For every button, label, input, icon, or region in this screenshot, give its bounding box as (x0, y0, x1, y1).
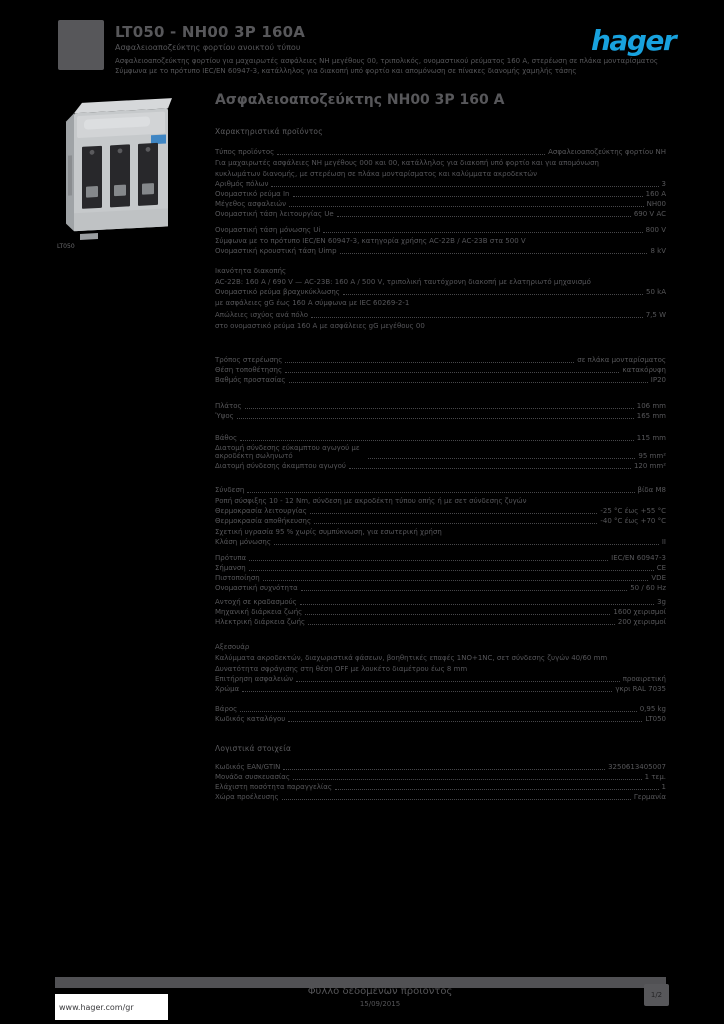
spec-value: 800 V (645, 226, 666, 234)
spec-label: Βάρος (215, 705, 238, 713)
spec-row (215, 267, 666, 275)
spec-value: VDE (651, 574, 666, 582)
dotted-leader (301, 589, 627, 591)
dotted-leader (349, 467, 631, 469)
spec-label: Ηλεκτρική διάρκεια ζωής (215, 618, 306, 626)
dotted-leader (289, 381, 648, 383)
dotted-leader (237, 417, 634, 419)
spec-value: 0,95 kg (639, 705, 666, 713)
spec-value: 165 mm (636, 412, 666, 420)
spec-row (215, 496, 666, 505)
spec-label: Ελάχιστη ποσότητα παραγγελίας (215, 783, 333, 791)
spec-label: Ικανότητα διακοπής (215, 267, 287, 275)
dotted-leader (314, 522, 597, 524)
spec-row (215, 288, 666, 296)
dotted-leader (285, 371, 619, 373)
spec-label: Μέγεθος ασφαλειών (215, 200, 286, 208)
spec-row (215, 444, 666, 460)
spec-row (215, 584, 666, 592)
header-mark (58, 20, 104, 70)
dotted-leader (249, 559, 608, 561)
spec-label: Λογιστικά στοιχεία (215, 744, 292, 753)
spec-row (215, 486, 666, 494)
spec-wrap-text: Καλύμματα ακροδεκτών, διαχωριστικά φάσεων, βοηθητικές επαφές 1NO+1NC, σετ σύνδεσης ζυγών 40/60 mm (215, 654, 608, 662)
spec-value: -40 °C έως +70 °C (600, 517, 666, 525)
spec-value: 7,5 W (645, 311, 666, 319)
spec-label: Θερμοκρασία αποθήκευσης (215, 517, 312, 525)
spec-value: LT050 (645, 715, 666, 723)
footer-date: 15/09/2015 (359, 1000, 401, 1008)
spec-label: Τρόπος στερέωσης (215, 356, 283, 364)
product-photo-caption: LT050 (57, 243, 75, 250)
spec-value: 160 A (645, 190, 666, 198)
product-photo (60, 90, 178, 240)
spec-value: 50 / 60 Hz (630, 584, 666, 592)
spec-row (215, 715, 666, 723)
spec-row (215, 148, 666, 156)
dotted-leader (288, 720, 642, 722)
spec-row (215, 618, 666, 626)
spec-label: Χαρακτηριστικά προϊόντος (215, 127, 323, 136)
spec-label: Αξεσουάρ (215, 643, 250, 651)
hager-logo: hager (591, 24, 676, 57)
page-title: Ασφαλειοαποζεύκτης NH00 3P 160 A (215, 92, 505, 108)
spec-value: 1 (661, 783, 666, 791)
spec-row (215, 277, 666, 286)
spec-label: Ύψος (215, 412, 234, 420)
spec-row (215, 793, 666, 801)
spec-label: Επιτήρηση ασφαλειών (215, 675, 293, 683)
spec-label: Χρώμα (215, 685, 240, 693)
spec-value: 50 kA (646, 288, 666, 296)
spec-row (215, 564, 666, 572)
spec-row (215, 210, 666, 218)
dotted-leader (323, 231, 642, 233)
dotted-leader (311, 316, 643, 318)
spec-row (215, 643, 666, 651)
spec-label: Χώρα προέλευσης (215, 793, 279, 801)
spec-row (215, 773, 666, 781)
spec-label: Πλάτος (215, 402, 242, 410)
spec-label: Αριθμός πόλων (215, 180, 269, 188)
spec-label: Βαθμός προστασίας (215, 376, 286, 384)
spec-row (215, 574, 666, 582)
spec-label: Βάθος (215, 434, 238, 442)
spec-label: Απώλειες ισχύος ανά πόλο (215, 311, 309, 319)
dotted-leader (282, 798, 631, 800)
dotted-leader (285, 361, 574, 363)
spec-wrap-text: AC-22B: 160 A / 690 V — AC-23B: 160 A / 500 V, τριπολική ταυτόχρονη διακοπή με ελατηριωτό μηχανισμό (215, 278, 591, 286)
dotted-leader (293, 778, 642, 780)
spec-row (215, 705, 666, 713)
spec-value: σε πλάκα μονταρίσματος (577, 356, 666, 364)
spec-value: 120 mm² (633, 462, 666, 470)
spec-row (215, 434, 666, 442)
spec-row (215, 190, 666, 198)
spec-label: Θέση τοποθέτησης (215, 366, 283, 374)
spec-wrap-text: Δυνατότητα σφράγισης στη θέση OFF με λουκέτο διαμέτρου έως 8 mm (215, 665, 468, 673)
spec-row (215, 675, 666, 683)
dotted-leader (296, 680, 620, 682)
spec-value: 690 V AC (633, 210, 666, 218)
spec-row (215, 685, 666, 693)
dotted-leader (335, 788, 659, 790)
spec-value: -25 °C έως +55 °C (600, 507, 666, 515)
spec-row (215, 608, 666, 616)
header-product-name: Ασφαλειοαποζεύκτης φορτίου ανοικτού τύπου (115, 43, 301, 52)
spec-row (215, 236, 666, 245)
dotted-leader (242, 690, 612, 692)
spec-row (215, 128, 666, 136)
spec-row (215, 158, 666, 167)
spec-value: 1 τεμ. (644, 773, 666, 781)
spec-label: Ονομαστικό ρεύμα βραχυκύκλωσης (215, 288, 340, 296)
spec-row (215, 653, 666, 662)
spec-value: γκρι RAL 7035 (615, 685, 666, 693)
spec-row (215, 554, 666, 562)
spec-row (215, 598, 666, 606)
spec-label: Θερμοκρασία λειτουργίας (215, 507, 307, 515)
spec-value: 115 mm (636, 434, 666, 442)
dotted-leader (308, 623, 615, 625)
spec-row (215, 180, 666, 188)
spec-row (215, 664, 666, 673)
spec-label: Πιστοποίηση (215, 574, 260, 582)
spec-row (215, 462, 666, 470)
fuse-switch-illustration (60, 90, 178, 240)
spec-label: Ονομαστικό ρεύμα In (215, 190, 290, 198)
spec-wrap-text: με ασφάλειες gG έως 160 A σύμφωνα με IEC 60269-2-1 (215, 299, 410, 307)
spec-value: 200 χειρισμοί (617, 618, 666, 626)
spec-value: CE (656, 564, 666, 572)
dotted-leader (274, 543, 659, 545)
spec-row (215, 763, 666, 771)
spec-value: βίδα M8 (637, 486, 666, 494)
spec-value: Ασφαλειοαποζεύκτης φορτίου NH (548, 148, 666, 156)
spec-label: Ονομαστική κρουστική τάση Uimp (215, 247, 337, 255)
spec-row (215, 745, 666, 753)
spec-label: Ονομαστική τάση λειτουργίας Ue (215, 210, 334, 218)
header-product-reference: LT050 - NH00 3P 160A (115, 23, 306, 41)
dotted-leader (263, 579, 649, 581)
spec-row (215, 321, 666, 330)
page-number-badge: 1/2 (644, 984, 669, 1006)
spec-value: 1600 χειρισμοί (613, 608, 666, 616)
spec-row (215, 527, 666, 536)
spec-row (215, 402, 666, 410)
spec-label: Πρότυπα (215, 554, 247, 562)
spec-row (215, 507, 666, 515)
footer-doc-type: Φύλλο δεδομένων προϊόντος (307, 986, 453, 997)
dotted-leader (277, 153, 545, 155)
spec-wrap-text: Ροπή σύσφιξης 10 - 12 Nm, σύνδεση με ακροδέκτη τύπου οπής ή με σετ σύνδεσης ζυγών (215, 497, 527, 505)
spec-row (215, 311, 666, 319)
spec-value: II (661, 538, 666, 546)
spec-row (215, 517, 666, 525)
dotted-leader (289, 205, 644, 207)
dotted-leader (247, 491, 634, 493)
spec-wrap-text: στο ονομαστικό ρεύμα 160 A με ασφάλειες gG μεγέθους 00 (215, 322, 425, 330)
spec-label: Σήμανση (215, 564, 246, 572)
spec-label: Ονομαστική συχνότητα (215, 584, 298, 592)
dotted-leader (283, 768, 605, 770)
spec-value: 3250613405007 (608, 763, 666, 771)
spec-list (215, 126, 666, 801)
spec-row (215, 376, 666, 384)
spec-value: NH00 (646, 200, 666, 208)
spec-row (215, 538, 666, 546)
dotted-leader (340, 252, 648, 254)
spec-value: κατακόρυφη (622, 366, 666, 374)
dotted-leader (240, 710, 636, 712)
spec-value: προαιρετική (622, 675, 666, 683)
dotted-leader (305, 613, 610, 615)
spec-label: Κωδικός καταλόγου (215, 715, 286, 723)
spec-wrap-text: Σχετική υγρασία 95 % χωρίς συμπύκνωση, για εσωτερική χρήση (215, 528, 442, 536)
spec-row (215, 298, 666, 307)
spec-label: Αντοχή σε κραδασμούς (215, 598, 297, 606)
spec-label: Κωδικός EAN/GTIN (215, 763, 281, 771)
spec-row (215, 783, 666, 791)
spec-label: Κλάση μόνωσης (215, 538, 271, 546)
spec-value: 106 mm (636, 402, 666, 410)
spec-value: 3 (661, 180, 666, 188)
spec-row (215, 356, 666, 364)
spec-row (215, 366, 666, 374)
spec-value: Γερμανία (633, 793, 666, 801)
dotted-leader (310, 512, 598, 514)
spec-wrap-text: κυκλωμάτων διανομής, με στερέωση σε πλάκα μονταρίσματος και καλύμματα ακροδεκτών (215, 170, 538, 178)
dotted-leader (368, 457, 635, 459)
header-description-line1: Ασφαλειοαποζεύκτης φορτίου για μαχαιρωτές ασφάλειες NH μεγέθους 00, τριπολικός, ονομαστικού ρεύματος 160 A, στερέωση σε πλάκα μονταρίσματος (115, 57, 659, 65)
spec-wrap-text: Για μαχαιρωτές ασφάλειες NH μεγέθους 000 και 00, κατάλληλος για διακοπή υπό φορτίο και για απομόνωση (215, 159, 599, 167)
dotted-leader (300, 603, 654, 605)
spec-row (215, 247, 666, 255)
spec-row (215, 169, 666, 178)
dotted-leader (245, 407, 634, 409)
website-link[interactable]: www.hager.com/gr (55, 994, 168, 1020)
spec-label: Διατομή σύνδεσης άκαμπτου αγωγού (215, 462, 346, 470)
spec-value: 3g (657, 598, 666, 606)
dotted-leader (293, 195, 643, 197)
footer-center-text (290, 986, 470, 1009)
spec-value: IEC/EN 60947-3 (611, 554, 666, 562)
dotted-leader (337, 215, 631, 217)
spec-label: Σύνδεση (215, 486, 245, 494)
spec-row (215, 412, 666, 420)
spec-value: 8 kV (650, 247, 666, 255)
spec-row (215, 226, 666, 234)
spec-wrap-text: Σύμφωνα με το πρότυπο IEC/EN 60947-3, κατηγορία χρήσης AC-22B / AC-23B στα 500 V (215, 237, 526, 245)
dotted-leader (271, 185, 658, 187)
spec-label: Ονομαστική τάση μόνωσης Ui (215, 226, 321, 234)
dotted-leader (249, 569, 654, 571)
dotted-leader (240, 439, 634, 441)
spec-label: Τύπος προϊόντος (215, 148, 275, 156)
header-description-line2: Σύμφωνα με το πρότυπο IEC/EN 60947-3, κατάλληλος για διακοπή υπό φορτίο και απομόνωση σε πίνακες διανομής χαμηλής τάσης (115, 67, 577, 75)
spec-value: 95 mm² (638, 452, 666, 460)
spec-label: Μονάδα συσκευασίας (215, 773, 290, 781)
spec-label: Μηχανική διάρκεια ζωής (215, 608, 303, 616)
spec-label: Διατομή σύνδεσης εύκαμπτου αγωγού με ακροδέκτη σωληνωτό (215, 444, 360, 460)
spec-row (215, 200, 666, 208)
spec-value: IP20 (650, 376, 666, 384)
dotted-leader (343, 293, 643, 295)
